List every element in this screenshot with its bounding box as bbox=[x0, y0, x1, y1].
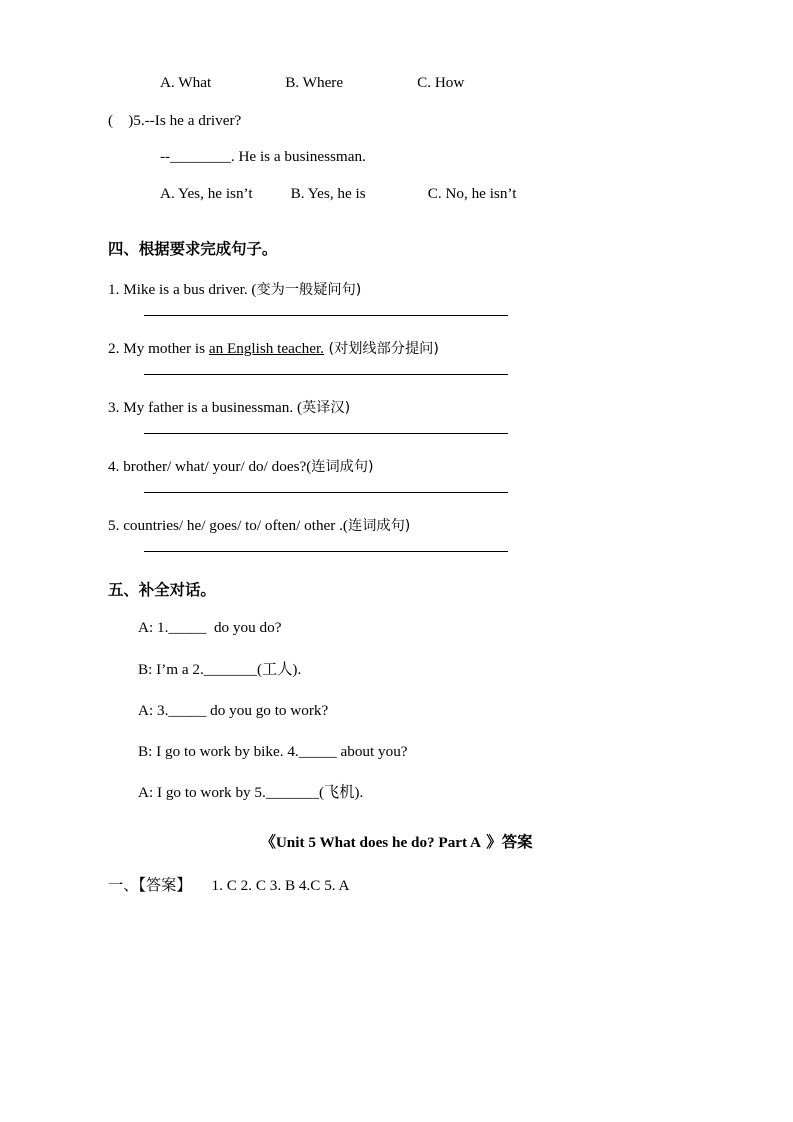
item-text-after: 变为一般疑问句) bbox=[256, 282, 362, 299]
item-text-before: 4. brother/ what/ your/ do/ does?( bbox=[108, 458, 312, 476]
answer-title-suffix: 》答案 bbox=[481, 833, 533, 852]
section-4-item bbox=[108, 515, 685, 552]
question-5-answer-text: --________. He is a businessman. bbox=[160, 148, 366, 166]
item-text-after: (对划线部分提问) bbox=[323, 341, 439, 358]
section-5-heading: 五、补全对话。 bbox=[108, 581, 216, 600]
option-a-label: A. What bbox=[160, 74, 212, 91]
section3-options-line bbox=[108, 74, 685, 92]
dialogue-text: A: 1._____ do you do? bbox=[138, 619, 282, 637]
dialogue-line bbox=[108, 744, 685, 759]
dialogue-line bbox=[108, 620, 685, 635]
answer-key-title bbox=[108, 830, 685, 852]
item-text-before: 1. Mike is a bus driver. ( bbox=[108, 281, 257, 299]
question-5-options bbox=[108, 185, 685, 203]
answer-title-unit: Unit 5 What does he do? Part A bbox=[275, 834, 482, 852]
answer-key-row bbox=[108, 874, 685, 895]
q5-option-a: A. Yes, he isn’t bbox=[160, 185, 253, 203]
section-4-item bbox=[108, 338, 685, 375]
q5-option-c: C. No, he isn’t bbox=[427, 185, 517, 203]
q5-option-b: B. Yes, he is bbox=[290, 185, 366, 203]
item-underlined: an English teacher. bbox=[208, 340, 324, 358]
item-text-before: 5. countries/ he/ goes/ to/ often/ other .( bbox=[108, 517, 348, 535]
section-4-item bbox=[108, 397, 685, 434]
answer-blank-line[interactable] bbox=[144, 315, 508, 316]
item-text-after: 英译汉) bbox=[302, 400, 351, 417]
dialogue-text: B: I’m a 2._______(工人). bbox=[138, 660, 302, 678]
answer-title-prefix: 《 bbox=[260, 833, 276, 852]
item-text-before: 2. My mother is bbox=[108, 340, 209, 358]
dialogue-text: B: I go to work by bike. 4._____ about you? bbox=[138, 743, 408, 761]
dialogue-line bbox=[108, 785, 685, 800]
answer-blank-line[interactable] bbox=[144, 433, 508, 434]
section-4-item bbox=[108, 279, 685, 316]
option-b-label: B. Where bbox=[285, 74, 344, 91]
answer-key-label: 一、【答案】 bbox=[108, 876, 192, 895]
dialogue-line bbox=[108, 703, 685, 718]
answer-blank-line[interactable] bbox=[144, 492, 508, 493]
item-text-after: 连词成句) bbox=[311, 459, 374, 476]
section-4-heading: 四、根据要求完成句子。 bbox=[108, 240, 278, 259]
answer-key-items: 1. C 2. C 3. B 4.C 5. A bbox=[211, 877, 350, 895]
dialogue-text: A: I go to work by 5._______(飞机). bbox=[138, 784, 364, 802]
dialogue-line bbox=[108, 662, 685, 677]
option-c-label: C. How bbox=[417, 74, 465, 91]
question-5-number: ( )5.--Is he a driver? bbox=[108, 112, 242, 129]
section-4-item bbox=[108, 456, 685, 493]
answer-blank-line[interactable] bbox=[144, 551, 508, 552]
question-5-answer-line bbox=[108, 149, 685, 164]
item-text-after: 连词成句) bbox=[348, 518, 411, 535]
dialogue-text: A: 3._____ do you go to work? bbox=[138, 701, 329, 719]
question-5-stem bbox=[108, 113, 685, 128]
item-text-before: 3. My father is a businessman. ( bbox=[108, 399, 303, 417]
answer-blank-line[interactable] bbox=[144, 374, 508, 375]
